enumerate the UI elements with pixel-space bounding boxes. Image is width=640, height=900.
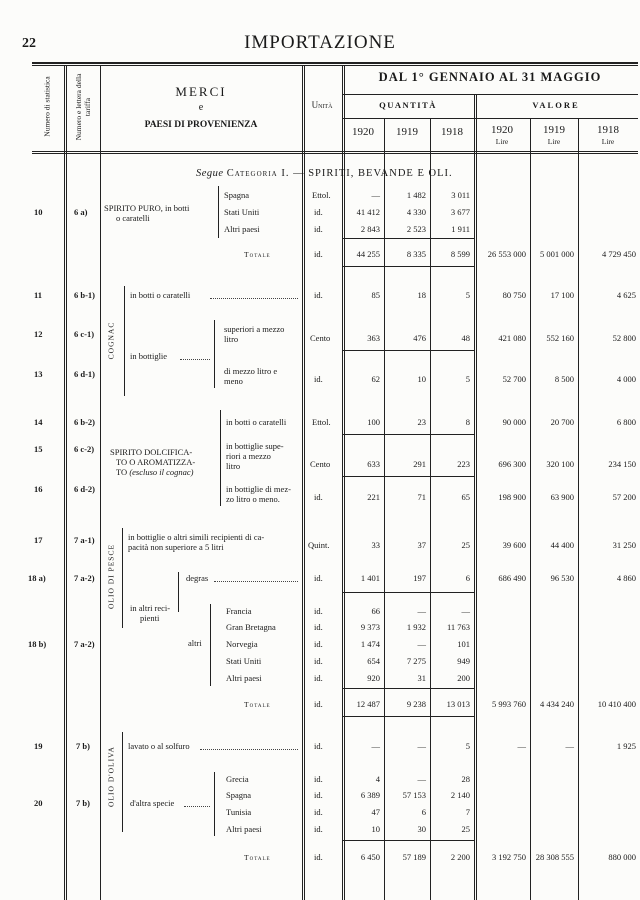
- qty-1918: 3 677: [450, 207, 470, 217]
- qty-1919: —: [417, 606, 426, 616]
- val-1919: 17 100: [550, 290, 574, 300]
- country-name: Norvegia: [226, 639, 258, 649]
- qty-1920: 33: [371, 540, 380, 550]
- val-1918: 1 925: [616, 741, 636, 751]
- country-name: Grecia: [226, 774, 249, 784]
- qty-1919: 57 153: [402, 790, 426, 800]
- header-quantita: QUANTITÀ: [379, 100, 437, 110]
- qty-1918: 6: [465, 573, 470, 583]
- label-cognac: COGNAC: [106, 321, 116, 360]
- qty-1918: 7: [465, 807, 470, 817]
- label-spirito-dolcificato-3: [116, 467, 194, 477]
- country-name: Altri paesi: [224, 224, 260, 234]
- total-label: Totale: [244, 250, 271, 259]
- label-olio-pesce: OLIO DI PESCE: [106, 543, 116, 610]
- total-label: Totale: [244, 700, 271, 709]
- lire-label: Lire: [601, 137, 615, 146]
- qty-1919: —: [417, 741, 426, 751]
- qty-1919: 18: [417, 290, 426, 300]
- category-text: Categoria I. — SPIRITI, BEVANDE E OLI.: [226, 168, 453, 179]
- label-spirito-puro-2: o caratelli: [116, 213, 150, 223]
- label-altra-specie: d'altra specie: [130, 798, 175, 808]
- val-1920: 52 700: [502, 374, 526, 384]
- total-label: Totale: [244, 853, 271, 862]
- qty-1919: 197: [413, 573, 426, 583]
- val-1918: 6 800: [616, 417, 636, 427]
- val-1919: 44 400: [550, 540, 574, 550]
- stat-number: 11: [34, 290, 43, 300]
- qty-1918: 949: [457, 656, 470, 666]
- label-bottiglie-mezzo-2: zo litro o meno.: [226, 494, 280, 504]
- qty-1918: 223: [457, 459, 470, 469]
- label-in-botti-caratelli-2: in botti o caratelli: [226, 417, 287, 427]
- qty-1919: 57 189: [402, 852, 426, 862]
- unit: Cento: [310, 459, 331, 469]
- stat-number: 19: [34, 741, 43, 751]
- label-spirito-puro: SPIRITO PURO, in botti: [104, 203, 190, 213]
- unit: Quint.: [308, 540, 330, 550]
- tariff-number: 6 a): [74, 207, 88, 217]
- val-1918: 234 150: [608, 459, 636, 469]
- val-1920: 198 900: [498, 492, 526, 502]
- qty-1919: 37: [417, 540, 426, 550]
- val-1920: —: [517, 741, 526, 751]
- qty-1919: 71: [417, 492, 426, 502]
- header-valore: VALORE: [532, 100, 580, 110]
- qty-1919: 10: [417, 374, 426, 384]
- tariff-number: 7 b): [76, 741, 90, 751]
- label-bottiglie-mezzo-1: in bottiglie di mez-: [226, 484, 291, 494]
- qty-1919: 6: [421, 807, 426, 817]
- tariff-number: 6 c-2): [74, 444, 95, 454]
- val-1920: 696 300: [498, 459, 526, 469]
- val-1920: 26 553 000: [487, 249, 526, 259]
- header-merci: MERCI: [175, 84, 227, 99]
- label-bottiglie-sup-1: in bottiglie supe-: [226, 441, 284, 451]
- country-name: Spagna: [224, 190, 250, 200]
- tariff-number: 7 b): [76, 798, 90, 808]
- val-1918: 10 410 400: [597, 699, 636, 709]
- qty-1918: 101: [457, 639, 470, 649]
- qty-1919: 1 482: [406, 190, 426, 200]
- val-1919: 4 434 240: [540, 699, 574, 709]
- lire-label: Lire: [547, 137, 561, 146]
- unit: id.: [314, 741, 323, 751]
- unit: id.: [314, 606, 323, 616]
- tariff-number: 6 b-2): [74, 417, 96, 427]
- qty-1918: 2 200: [450, 852, 470, 862]
- unit: id.: [314, 673, 323, 683]
- val-1920: 39 600: [502, 540, 526, 550]
- label-olio-oliva: OLIO D'OLIVA: [106, 746, 116, 807]
- val-1918: 880 000: [608, 852, 636, 862]
- qty-1918: 25: [461, 540, 470, 550]
- country-name: Spagna: [226, 790, 252, 800]
- qty-1920: 6 389: [360, 790, 380, 800]
- val-1918: 4 625: [616, 290, 636, 300]
- qty-1920: 10: [371, 824, 380, 834]
- val-1919: 8 500: [554, 374, 574, 384]
- tariff-number: 7 a-2): [74, 573, 95, 583]
- qty-1920: 1 474: [360, 639, 380, 649]
- qty-1920: 4: [375, 774, 380, 784]
- qty-1919: 291: [413, 459, 426, 469]
- label-in-altri-2: pienti: [140, 613, 160, 623]
- val-1920: 80 750: [502, 290, 526, 300]
- q-year-1918: 1918: [441, 126, 463, 138]
- qty-1919: 4 330: [406, 207, 426, 217]
- qty-1918: 3 011: [451, 190, 470, 200]
- qty-1919: 8 335: [406, 249, 426, 259]
- header-paesi: PAESI DI PROVENIENZA: [144, 120, 258, 130]
- qty-1920: 221: [367, 492, 380, 502]
- unit: id.: [314, 290, 323, 300]
- qty-1918: 25: [461, 824, 470, 834]
- qty-1920: 66: [371, 606, 380, 616]
- q-year-1920: 1920: [352, 126, 374, 138]
- label-pesce-bottiglie-2: pacità non superiore a 5 litri: [128, 542, 224, 552]
- val-1919: 552 160: [546, 333, 574, 343]
- qty-1920: 9 373: [360, 622, 380, 632]
- country-name: Altri paesi: [226, 673, 262, 683]
- qty-1918: —: [461, 606, 470, 616]
- lire-label: Lire: [495, 137, 509, 146]
- qty-1918: 5: [465, 741, 470, 751]
- label-superiori-mezzo: superiori a mezzo: [224, 324, 285, 334]
- unit: Ettol.: [312, 417, 331, 427]
- qty-1920: 2 843: [360, 224, 380, 234]
- qty-1920: —: [371, 741, 380, 751]
- qty-1919: 476: [413, 333, 426, 343]
- unit: id.: [314, 224, 323, 234]
- label-bottiglie-sup-2: riori a mezzo: [226, 451, 271, 461]
- unit: id.: [314, 790, 323, 800]
- unit: Ettol.: [312, 190, 331, 200]
- qty-1920: 62: [371, 374, 380, 384]
- qty-1920: —: [371, 190, 380, 200]
- val-1919: 28 308 555: [535, 852, 574, 862]
- qty-1920: 633: [367, 459, 380, 469]
- tariff-number: 7 a-2): [74, 639, 95, 649]
- country-name: Altri paesi: [226, 824, 262, 834]
- val-1920: 686 490: [498, 573, 526, 583]
- qty-1919: 9 238: [406, 699, 426, 709]
- stat-number: 17: [34, 535, 43, 545]
- qty-1919: 2 523: [406, 224, 426, 234]
- val-1918: 52 800: [612, 333, 636, 343]
- unit: id.: [314, 207, 323, 217]
- page-title: IMPORTAZIONE: [244, 32, 396, 53]
- tariff-number: 6 b-1): [74, 290, 96, 300]
- qty-1920: 12 487: [356, 699, 380, 709]
- qty-1918: 5: [465, 374, 470, 384]
- qty-1919: 1 932: [406, 622, 426, 632]
- label-lavato: lavato o al solfuro: [128, 741, 190, 751]
- stat-number: 10: [34, 207, 43, 217]
- unit: id.: [314, 699, 323, 709]
- stat-number: 12: [34, 329, 43, 339]
- v-year-1920: 1920: [491, 124, 513, 136]
- qty-1919: 7 275: [406, 656, 426, 666]
- qty-1920: 85: [371, 290, 380, 300]
- country-name: Stati Uniti: [224, 207, 260, 217]
- label-in-botti-caratelli: in botti o caratelli: [130, 290, 191, 300]
- label-spirito-dolcificato-2: TO O AROMATIZZA-: [116, 457, 196, 467]
- category-heading: [196, 168, 453, 179]
- val-1919: 63 900: [550, 492, 574, 502]
- qty-1918: 8: [465, 417, 470, 427]
- label-degras: degras: [186, 573, 209, 583]
- label-litro: litro: [224, 334, 239, 344]
- header-period: DAL 1° GENNAIO AL 31 MAGGIO: [378, 70, 602, 84]
- stat-number: 15: [34, 444, 43, 454]
- val-1920: 3 192 750: [492, 852, 526, 862]
- unit: id.: [314, 492, 323, 502]
- stat-number: 18 b): [28, 639, 47, 649]
- unit: Cento: [310, 333, 331, 343]
- label-pesce-bottiglie-1: in bottiglie o altri simili recipienti di ca-: [128, 532, 265, 542]
- tariff-number: 6 d-1): [74, 369, 96, 379]
- q-year-1919: 1919: [396, 126, 418, 138]
- qty-1919: 23: [417, 417, 426, 427]
- val-1918: 31 250: [612, 540, 636, 550]
- qty-1918: 65: [461, 492, 470, 502]
- stat-number: 20: [34, 798, 43, 808]
- qty-1920: 654: [367, 656, 380, 666]
- val-1919: 96 530: [550, 573, 574, 583]
- unit: id.: [314, 656, 323, 666]
- label-altri: altri: [188, 638, 202, 648]
- tariff-number: 6 c-1): [74, 329, 95, 339]
- val-1919: —: [565, 741, 574, 751]
- val-1920: 421 080: [498, 333, 526, 343]
- col-numero-statistica: Numero di statistica: [42, 76, 52, 137]
- stat-number: 16: [34, 484, 43, 494]
- qty-1920: 100: [367, 417, 380, 427]
- header-unita: Unità: [311, 100, 333, 110]
- unit: id.: [314, 824, 323, 834]
- stat-number: 13: [34, 369, 43, 379]
- label-escluso-cognac: (escluso il cognac): [129, 467, 194, 477]
- unit: id.: [314, 774, 323, 784]
- v-year-1919: 1919: [543, 124, 565, 136]
- qty-1920: 47: [371, 807, 380, 817]
- val-1920: 90 000: [502, 417, 526, 427]
- qty-1920: 920: [367, 673, 380, 683]
- qty-1920: 1 401: [360, 573, 380, 583]
- val-1920: 5 993 760: [492, 699, 526, 709]
- country-name: Francia: [226, 606, 252, 616]
- qty-1918: 1 911: [451, 224, 470, 234]
- label-in-altri-1: in altri reci-: [130, 603, 171, 613]
- label-bottiglie-sup-3: litro: [226, 461, 241, 471]
- unit: id.: [314, 639, 323, 649]
- val-1919: 320 100: [546, 459, 574, 469]
- unit: id.: [314, 852, 323, 862]
- qty-1919: 31: [417, 673, 426, 683]
- val-1918: 4 860: [616, 573, 636, 583]
- qty-1918: 8 599: [450, 249, 470, 259]
- val-1918: 4 000: [616, 374, 636, 384]
- qty-1920: 6 450: [360, 852, 380, 862]
- stat-number: 14: [34, 417, 43, 427]
- qty-1918: 13 013: [446, 699, 470, 709]
- label-to: TO: [116, 467, 128, 477]
- tariff-number: 7 a-1): [74, 535, 95, 545]
- qty-1920: 44 255: [356, 249, 380, 259]
- country-name: Tunisia: [226, 807, 252, 817]
- unit: id.: [314, 249, 323, 259]
- qty-1920: 363: [367, 333, 380, 343]
- label-di-mezzo: di mezzo litro e: [224, 366, 278, 376]
- unit: id.: [314, 374, 323, 384]
- country-name: Stati Uniti: [226, 656, 262, 666]
- qty-1920: 41 412: [356, 207, 380, 217]
- qty-1918: 200: [457, 673, 470, 683]
- qty-1919: —: [417, 774, 426, 784]
- unit: id.: [314, 807, 323, 817]
- val-1919: 20 700: [550, 417, 574, 427]
- qty-1918: 11 763: [446, 622, 470, 632]
- category-prefix: Segue: [196, 168, 224, 179]
- qty-1918: 48: [461, 333, 470, 343]
- qty-1919: 30: [417, 824, 426, 834]
- label-spirito-dolcificato-1: SPIRITO DOLCIFICA-: [110, 447, 193, 457]
- label-meno: meno: [224, 376, 243, 386]
- stat-number: 18 a): [28, 573, 46, 583]
- val-1918: 4 729 450: [602, 249, 636, 259]
- qty-1918: 5: [465, 290, 470, 300]
- v-year-1918: 1918: [597, 124, 619, 136]
- label-in-bottiglie: in bottiglie: [130, 351, 168, 361]
- val-1919: 5 001 000: [540, 249, 574, 259]
- unit: id.: [314, 622, 323, 632]
- unit: id.: [314, 573, 323, 583]
- col-numero-tariffa: Numero e lettera della tariffa: [74, 73, 92, 141]
- qty-1918: 28: [461, 774, 470, 784]
- tariff-number: 6 d-2): [74, 484, 96, 494]
- qty-1919: —: [417, 639, 426, 649]
- val-1918: 57 200: [612, 492, 636, 502]
- country-name: Gran Bretagna: [226, 622, 276, 632]
- page-number: 22: [22, 36, 36, 51]
- header-e: e: [198, 102, 204, 113]
- qty-1918: 2 140: [450, 790, 470, 800]
